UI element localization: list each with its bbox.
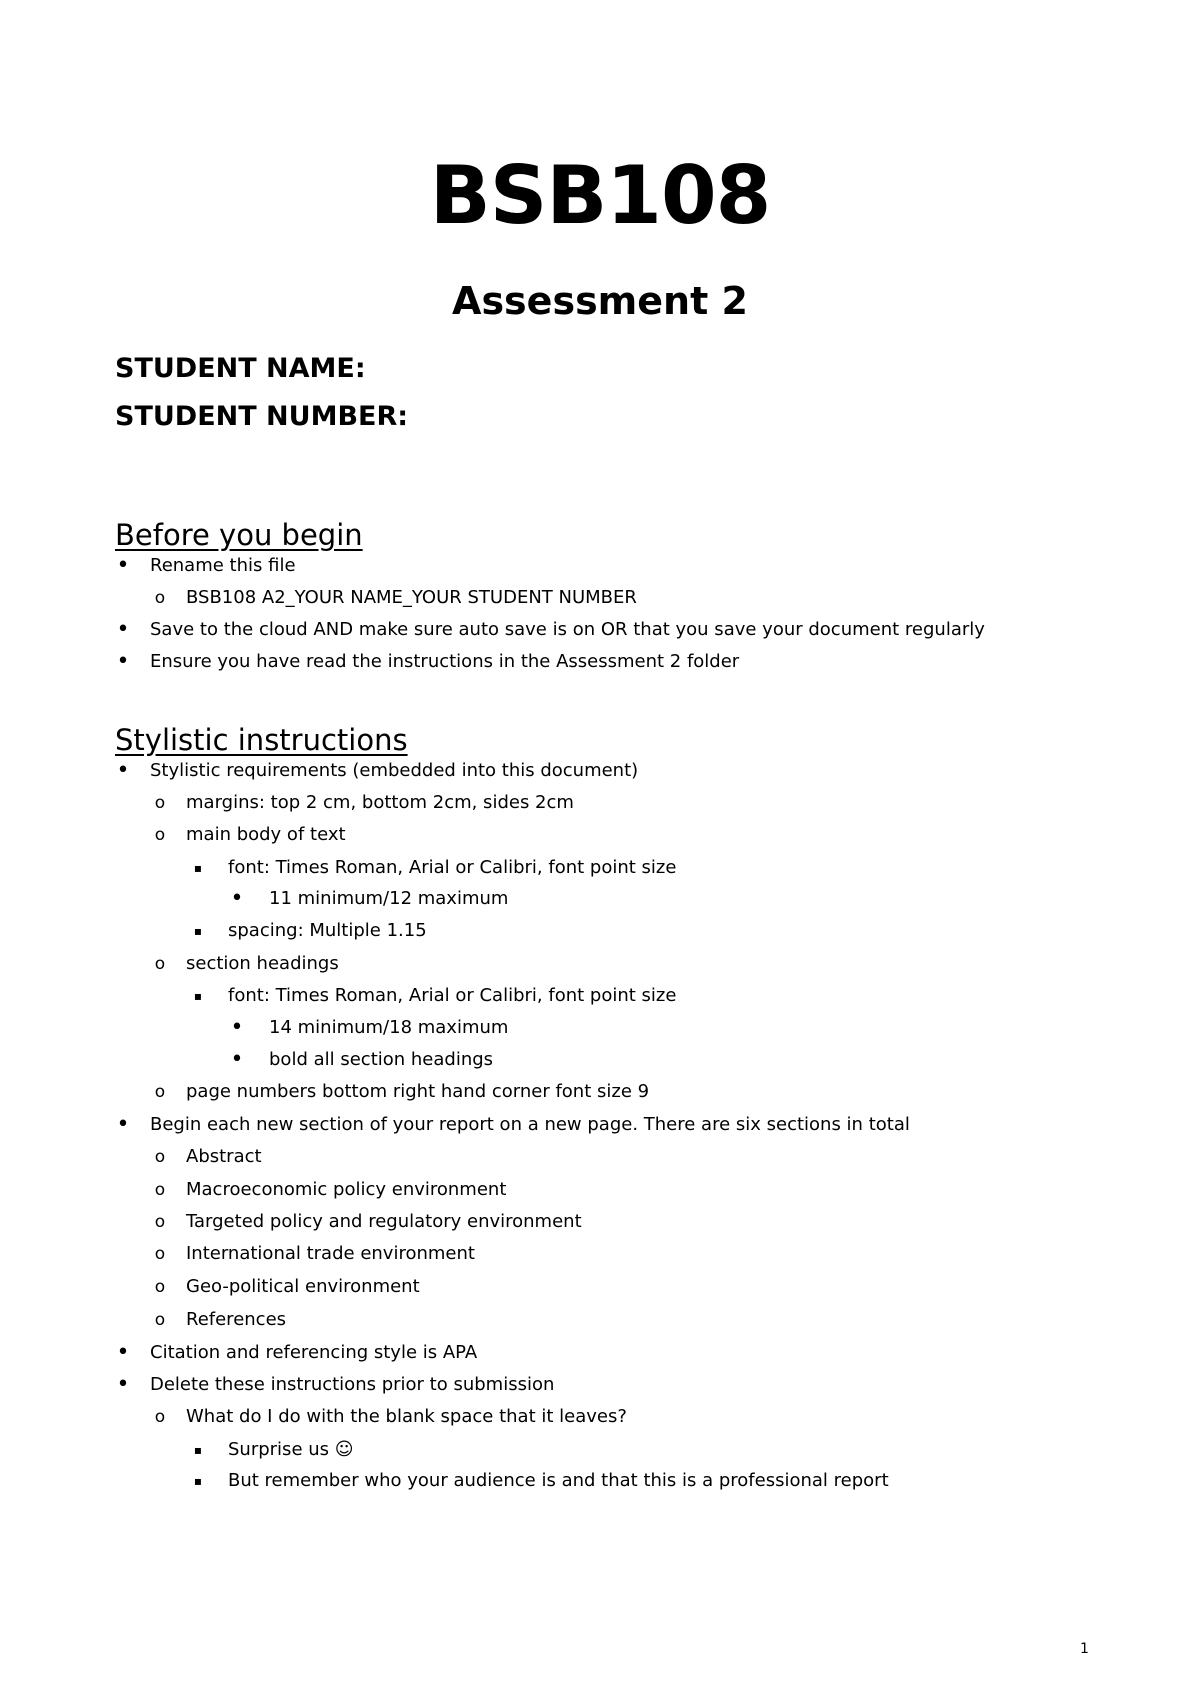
list-item: font: Times Roman, Arial or Calibri, font point size — [228, 857, 677, 878]
bullet-icon: • — [116, 1372, 130, 1397]
list-item: Stylistic requirements (embedded into this document) — [150, 760, 639, 781]
bullet-icon: • — [230, 1015, 244, 1040]
circle-bullet-icon: o — [154, 1180, 166, 1200]
list-item: spacing: Multiple 1.15 — [228, 920, 427, 941]
list-item: section headings — [186, 953, 339, 974]
list-item: page numbers bottom right hand corner font size 9 — [186, 1081, 650, 1102]
circle-bullet-icon: o — [154, 1310, 166, 1330]
list-item: margins: top 2 cm, bottom 2cm, sides 2cm — [186, 792, 574, 813]
square-bullet-icon: ▪ — [193, 1474, 203, 1488]
page-number: 1 — [1080, 1641, 1089, 1657]
square-bullet-icon: ▪ — [193, 861, 203, 875]
circle-bullet-icon: o — [154, 1407, 166, 1427]
list-item: font: Times Roman, Arial or Calibri, font point size — [228, 985, 677, 1006]
circle-bullet-icon: o — [154, 1147, 166, 1167]
list-item: What do I do with the blank space that it leaves? — [186, 1406, 627, 1427]
list-item: 11 minimum/12 maximum — [269, 888, 509, 909]
list-item: BSB108 A2_YOUR NAME_YOUR STUDENT NUMBER — [186, 587, 637, 608]
student-name-label: STUDENT NAME: — [115, 353, 366, 384]
square-bullet-icon: ▪ — [193, 989, 203, 1003]
bullet-icon: • — [116, 617, 130, 642]
list-item: International trade environment — [186, 1243, 475, 1264]
list-item: Ensure you have read the instructions in the Assessment 2 folder — [150, 651, 740, 672]
list-item: 14 minimum/18 maximum — [269, 1017, 509, 1038]
square-bullet-icon: ▪ — [193, 924, 203, 938]
circle-bullet-icon: o — [154, 1244, 166, 1264]
list-item: Geo-political environment — [186, 1276, 420, 1297]
list-item: Rename this file — [150, 555, 296, 576]
circle-bullet-icon: o — [154, 1082, 166, 1102]
list-item: main body of text — [186, 824, 346, 845]
bullet-icon: • — [230, 886, 244, 911]
list-item: bold all section headings — [269, 1049, 494, 1070]
circle-bullet-icon: o — [154, 954, 166, 974]
list-item: Save to the cloud AND make sure auto save is on OR that you save your document regularly — [150, 619, 985, 640]
list-item: Citation and referencing style is APA — [150, 1342, 478, 1363]
bullet-icon: • — [116, 1340, 130, 1365]
list-item: References — [186, 1309, 287, 1330]
document-subtitle: Assessment 2 — [452, 279, 748, 323]
bullet-icon: • — [116, 758, 130, 783]
circle-bullet-icon: o — [154, 1212, 166, 1232]
circle-bullet-icon: o — [154, 1277, 166, 1297]
list-item: Targeted policy and regulatory environment — [186, 1211, 582, 1232]
circle-bullet-icon: o — [154, 825, 166, 845]
list-item: Macroeconomic policy environment — [186, 1179, 507, 1200]
section-heading-before-you-begin: Before you begin — [115, 518, 363, 552]
section-heading-stylistic-instructions: Stylistic instructions — [115, 723, 408, 757]
bullet-icon: • — [116, 553, 130, 578]
document-title: BSB108 — [429, 149, 771, 242]
bullet-icon: • — [230, 1047, 244, 1072]
list-item: Surprise us ☺ — [228, 1439, 354, 1460]
bullet-icon: • — [116, 649, 130, 674]
list-item: Abstract — [186, 1146, 262, 1167]
list-item: Delete these instructions prior to submission — [150, 1374, 555, 1395]
circle-bullet-icon: o — [154, 793, 166, 813]
circle-bullet-icon: o — [154, 588, 166, 608]
square-bullet-icon: ▪ — [193, 1443, 203, 1457]
list-item: But remember who your audience is and that this is a professional report — [228, 1470, 889, 1491]
bullet-icon: • — [116, 1112, 130, 1137]
list-item: Begin each new section of your report on a new page. There are six sections in total — [150, 1114, 910, 1135]
student-number-label: STUDENT NUMBER: — [115, 401, 409, 432]
